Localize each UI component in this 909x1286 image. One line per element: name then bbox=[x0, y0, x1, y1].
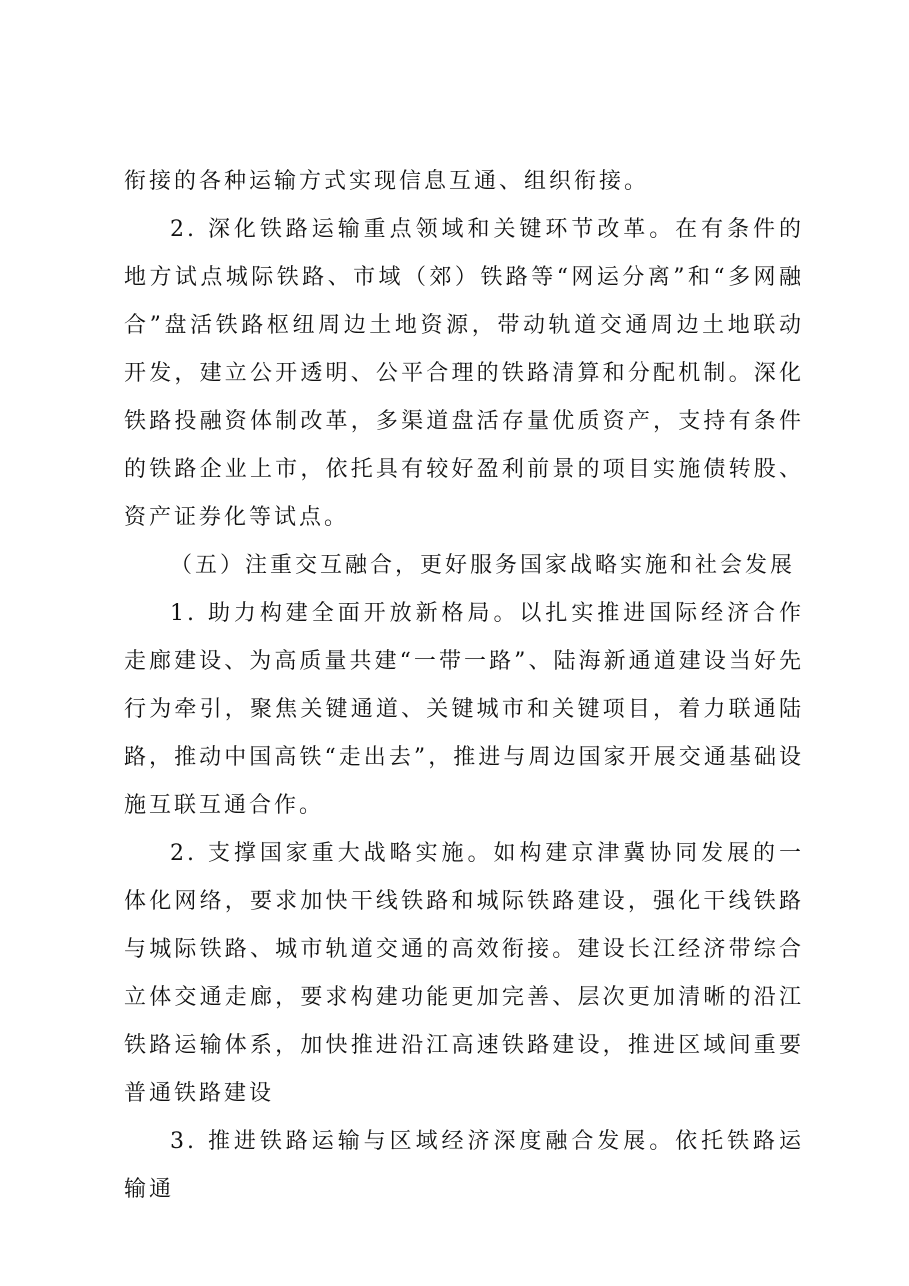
paragraph-continuation: 衔接的各种运输方式实现信息互通、组织衔接。 bbox=[124, 169, 650, 194]
document-body bbox=[124, 158, 804, 1214]
paragraph-railway-reform: 2. 深化铁路运输重点领域和关键环节改革。在有条件的地方试点城际铁路、市域（郊）铁路等“网运分离”和“多网融合”盘活铁路枢纽周边土地资源，带动轨道交通周边土地联动开发，建立公开透明、公平合理的铁路清算和分配机制。深化铁路投融资体制改革，多渠道盘活存量优质资产，支持有条件的铁路企业上市，依托具有较好盈利前景的项目实施债转股、资产证券化等试点。 bbox=[124, 217, 804, 530]
paragraph-regional-economy: 3. 推进铁路运输与区域经济深度融合发展。依托铁路运输通 bbox=[124, 1129, 804, 1202]
paragraph-open-pattern: 1. 助力构建全面开放新格局。以扎实推进国际经济合作走廊建设、为高质量共建“一带一路”、陆海新通道建设当好先行为牵引，聚焦关键通道、关键城市和关键项目，着力联通陆路，推动中国高铁“走出去”，推进与周边国家开展交通基础设施互联互通合作。 bbox=[124, 601, 804, 818]
paragraph-national-strategy: 2. 支撑国家重大战略实施。如构建京津冀协同发展的一体化网络，要求加快干线铁路和城际铁路建设，强化干线铁路与城际铁路、城市轨道交通的高效衔接。建设长江经济带综合立体交通走廊，要求构建功能更加完善、层次更加清晰的沿江铁路运输体系，加快推进沿江高速铁路建设，推进区域间重要普通铁路建设 bbox=[124, 841, 804, 1106]
section-heading: （五）注重交互融合，更好服务国家战略实施和社会发展 bbox=[170, 553, 796, 578]
